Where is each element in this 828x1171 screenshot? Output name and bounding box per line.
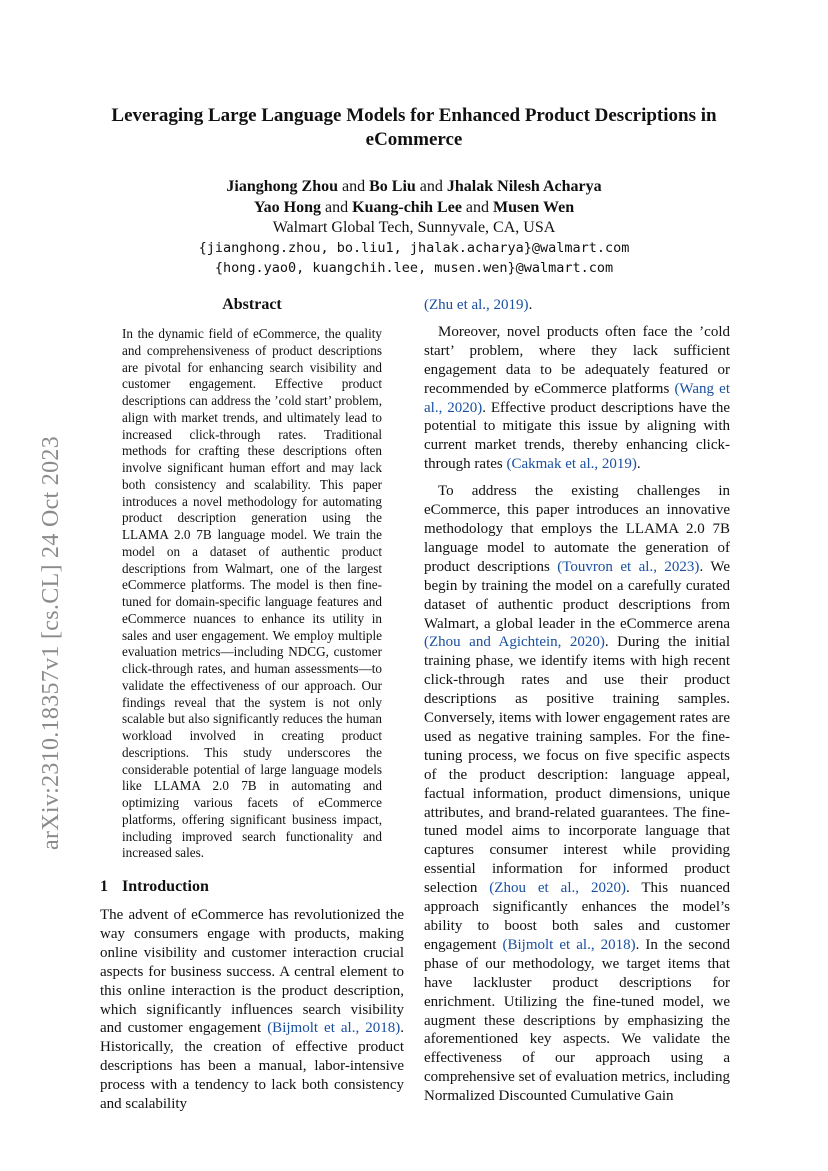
citation-link[interactable]: (Bijmolt et al., 2018) — [267, 1020, 401, 1037]
citation-link[interactable]: (Wang et al., 2020) — [424, 380, 731, 416]
arxiv-stamp — [18, 370, 64, 850]
intro-paragraph-1-continued — [424, 296, 730, 315]
citation-link[interactable]: (Zhou et al., 2020) — [489, 880, 626, 897]
intro-paragraph-2 — [424, 323, 730, 474]
arxiv-stamp-text: arXiv:2310.18357v1 [cs.CL] 24 Oct 2023 — [38, 435, 64, 850]
text-run: . — [636, 456, 641, 473]
section-title: Introduction — [122, 878, 209, 895]
text-run: . We begin by training the model on a carefully curated dataset of authentic product descriptions from Walmart, a global leader in the eCommerce arena — [424, 558, 731, 632]
text-run: To address the existing challenges in eCommerce, this paper introduces an innovative methodology that employs the LLAMA 2.0 7B language model to automate the generation of product descriptions — [424, 483, 730, 575]
email-line-1[interactable]: {jianghong.zhou, bo.liu1, jhalak.acharya}@walmart.com — [198, 240, 630, 256]
author-joiner: and — [465, 199, 490, 216]
author-line-2 — [90, 197, 738, 218]
author-name: Bo Liu — [369, 178, 416, 195]
section-number: 1 — [100, 878, 108, 895]
author-joiner: and — [342, 178, 366, 195]
author-joiner: and — [419, 178, 443, 195]
intro-paragraph-3 — [424, 482, 730, 1106]
paper-header — [90, 104, 738, 278]
left-column — [100, 296, 404, 1114]
author-joiner: and — [325, 199, 349, 216]
text-run: . Historically, the creation of effective product descriptions has been a manual, labor-intensive process with a tendency to lack both consistency and scalability — [100, 1020, 404, 1113]
citation-link[interactable]: (Zhou and Agichtein, 2020) — [424, 634, 605, 651]
affiliation: Walmart Global Tech, Sunnyvale, CA, USA — [272, 219, 556, 236]
text-run: The advent of eCommerce has revolutionized the way consumers engage with products, making online visibility and customer interaction crucial aspects for business success. A central element to this online interaction is the product description, which significantly influences search visibility and customer engagement — [100, 907, 404, 1037]
text-run: . Effective product descriptions have the potential to mitigate this issue by aligning with current market trends, thereby enhancing click-through rates — [424, 399, 730, 473]
text-run: . — [528, 297, 533, 313]
right-column — [424, 296, 730, 1106]
author-name: Jhalak Nilesh Acharya — [446, 178, 602, 195]
text-run: . In the second phase of our methodology, we target items that have lackluster product descriptions for enrichment. Utilizing the fine-tuned model, we augment these descriptions by emphasizing the aforementioned key aspects. We validate the effectiveness of our approach using a comprehensive set of evaluation metrics, including Normalized Discounted Cumulative Gain — [424, 936, 730, 1105]
author-name: Musen Wen — [493, 199, 575, 216]
author-block — [90, 176, 738, 278]
citation-link[interactable]: (Bijmolt et al., 2018) — [502, 936, 636, 953]
paper-title: Leveraging Large Language Models for Enhanced Product Descriptions in eCommerce — [111, 105, 717, 150]
abstract-heading: Abstract — [222, 296, 282, 313]
section-heading-introduction — [100, 878, 404, 896]
citation-link[interactable]: (Zhu et al., 2019) — [424, 297, 529, 313]
author-name: Yao Hong — [253, 199, 322, 216]
email-line-2[interactable]: {hong.yao0, kuangchih.lee, musen.wen}@walmart.com — [214, 260, 614, 276]
author-name: Kuang-chih Lee — [352, 199, 462, 216]
text-run: . This nuanced approach significantly enhances the model’s ability to boost both sales and customer engagement — [424, 880, 730, 953]
text-run: Moreover, novel products often face the ’cold start’ problem, where they lack sufficient engagement data to be adequately featured or recommended by eCommerce platforms — [424, 323, 730, 397]
abstract-text: In the dynamic field of eCommerce, the quality and comprehensiveness of product descriptions are pivotal for enhancing search visibility and customer engagement. Effective product descriptions can address the ’cold start’ problem, align with market trends, and ultimately lead to increased click-through rates. Traditional methods for crafting these descriptions often involve significant human effort and may lack both consistency and scalability. This paper introduces a novel methodology for automating product description generation using the LLAMA 2.0 7B language model. We train the model on a dataset of authentic product descriptions from Walmart, one of the largest eCommerce platforms. The model is then fine-tuned for domain-specific language features and eCommerce nuances to enhance its utility in sales and user engagement. We employ multiple evaluation metrics—including NDCG, customer click-through rates, and human assessments—to validate the effectiveness of our approach. Our findings reveal that the system is not only scalable but also significantly reduces the human workload involved in creating product descriptions. This study underscores the considerable potential of large language models like LLAMA 2.0 7B in automating and optimizing various facets of eCommerce platforms, offering significant business impact, including improved search functionality and increased sales. — [122, 326, 382, 861]
intro-paragraph-1 — [100, 906, 404, 1114]
author-line-1 — [90, 176, 738, 197]
citation-link[interactable]: (Cakmak et al., 2019) — [506, 456, 637, 473]
citation-link[interactable]: (Touvron et al., 2023) — [557, 558, 700, 575]
text-run: . During the initial training phase, we identify items with high recent click-through rates and use their product descriptions as positive training samples. Conversely, items with lower engagement rates are used as negative training samples. For the fine-tuning process, we focus on five specific aspects of the product description: language appeal, factual information, product dimensions, unique attributes, and brand-related guarantees. The fine-tuned model aims to incorporate language that captures consumer interest while providing essential information for informed product selection — [424, 634, 731, 897]
author-name: Jianghong Zhou — [226, 178, 338, 195]
